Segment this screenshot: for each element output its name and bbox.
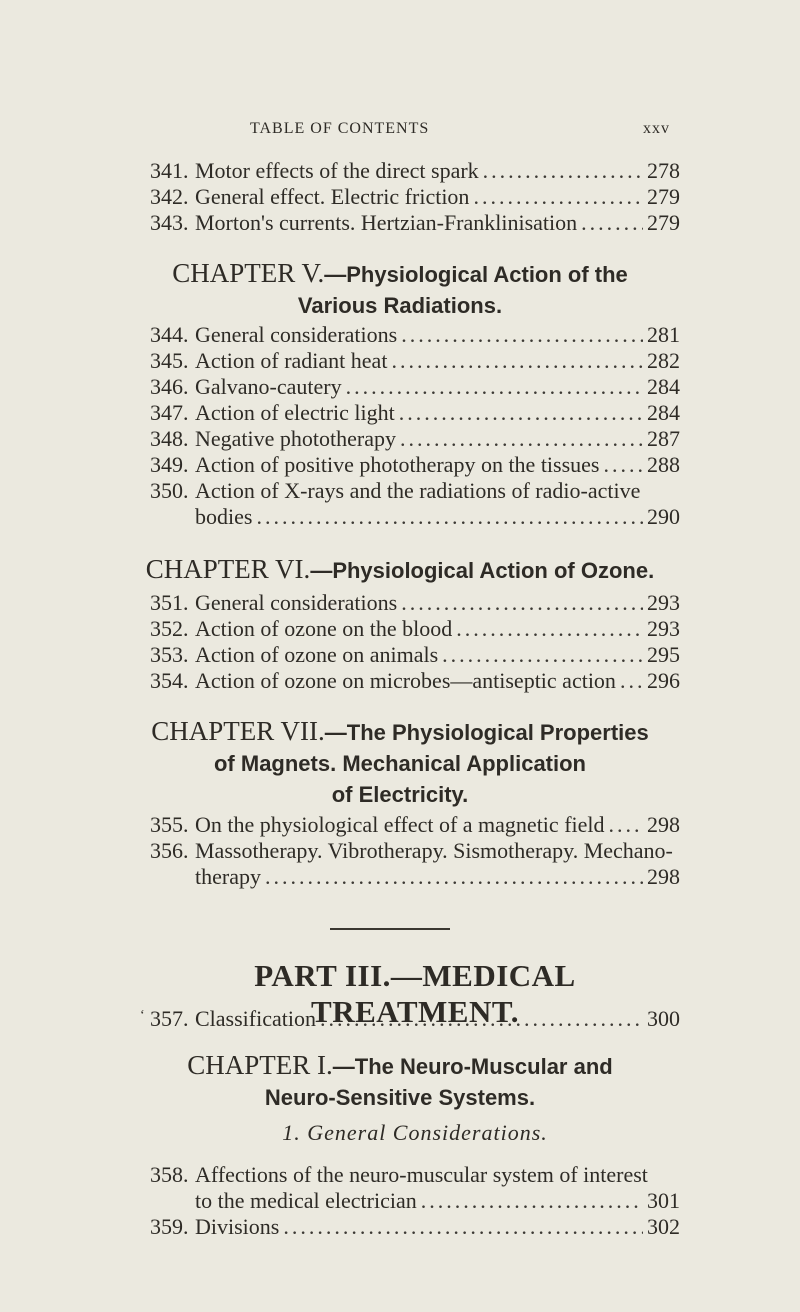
part-heading: PART III.—MEDICAL TREATMENT. xyxy=(254,958,576,1029)
toc-entry: 348. Negative phototherapy ..... 287 xyxy=(150,426,680,452)
toc-entry: 359. Divisions ..... 302 xyxy=(150,1214,680,1240)
toc-entry: 355. On the physiological effect of a magnetic field ..... 298 xyxy=(150,812,680,838)
toc-entry: 349. Action of positive phototherapy on the tissues ..... 288 xyxy=(150,452,680,478)
toc-entry: 353. Action of ozone on animals ..... 295 xyxy=(150,642,680,668)
section-divider xyxy=(330,928,450,930)
chapter-heading: CHAPTER I.—The Neuro-Muscular and Neuro-Sensitive Systems. xyxy=(187,1050,613,1110)
toc-entry-first-line: 358. Affections of the neuro-muscular system of interest xyxy=(150,1162,648,1187)
chapter-heading: CHAPTER VII.—The Physiological Properties of Magnets. Mechanical Application of Electricity. xyxy=(151,716,649,807)
toc-entry: 347. Action of electric light ..... 284 xyxy=(150,400,680,426)
header-page-number: xxv xyxy=(643,120,670,137)
toc-entry: 352. Action of ozone on the blood ..... 293 xyxy=(150,616,680,642)
toc-entry: 343. Morton's currents. Hertzian-Franklinisation ..... 279 xyxy=(150,210,680,236)
toc-entry: 341. Motor effects of the direct spark ..... 278 xyxy=(150,158,680,184)
toc-entry-continuation: to the medical electrician ..... 301 xyxy=(195,1188,680,1214)
toc-entry: 357. Classification ..... 300 xyxy=(150,1006,680,1032)
chapter-heading: CHAPTER VI.—Physiological Action of Ozone. xyxy=(145,554,655,584)
toc-entry: 346. Galvano-cautery ..... 284 xyxy=(150,374,680,400)
header-title: TABLE OF CONTENTS xyxy=(250,120,430,137)
toc-entry-first-line: 356. Massotherapy. Vibrotherapy. Sismotherapy. Mechano- xyxy=(150,838,673,863)
subsection-heading: 1. General Considerations. xyxy=(282,1120,548,1145)
toc-entry: 344. General considerations ..... 281 xyxy=(150,322,680,348)
toc-entry: 354. Action of ozone on microbes—antiseptic action ..... 296 xyxy=(150,668,680,694)
toc-entry-continuation: therapy ..... 298 xyxy=(195,864,680,890)
toc-entry: 351. General considerations ..... 293 xyxy=(150,590,680,616)
margin-mark: ʻ xyxy=(140,1008,145,1023)
toc-entry-continuation: bodies ..... 290 xyxy=(195,504,680,530)
toc-entry-first-line: 350. Action of X-rays and the radiations of radio-active xyxy=(150,478,641,503)
toc-entry: 342. General effect. Electric friction ..... 279 xyxy=(150,184,680,210)
chapter-heading: CHAPTER V.—Physiological Action of the Various Radiations. xyxy=(172,258,628,318)
toc-entry: 345. Action of radiant heat ..... 282 xyxy=(150,348,680,374)
